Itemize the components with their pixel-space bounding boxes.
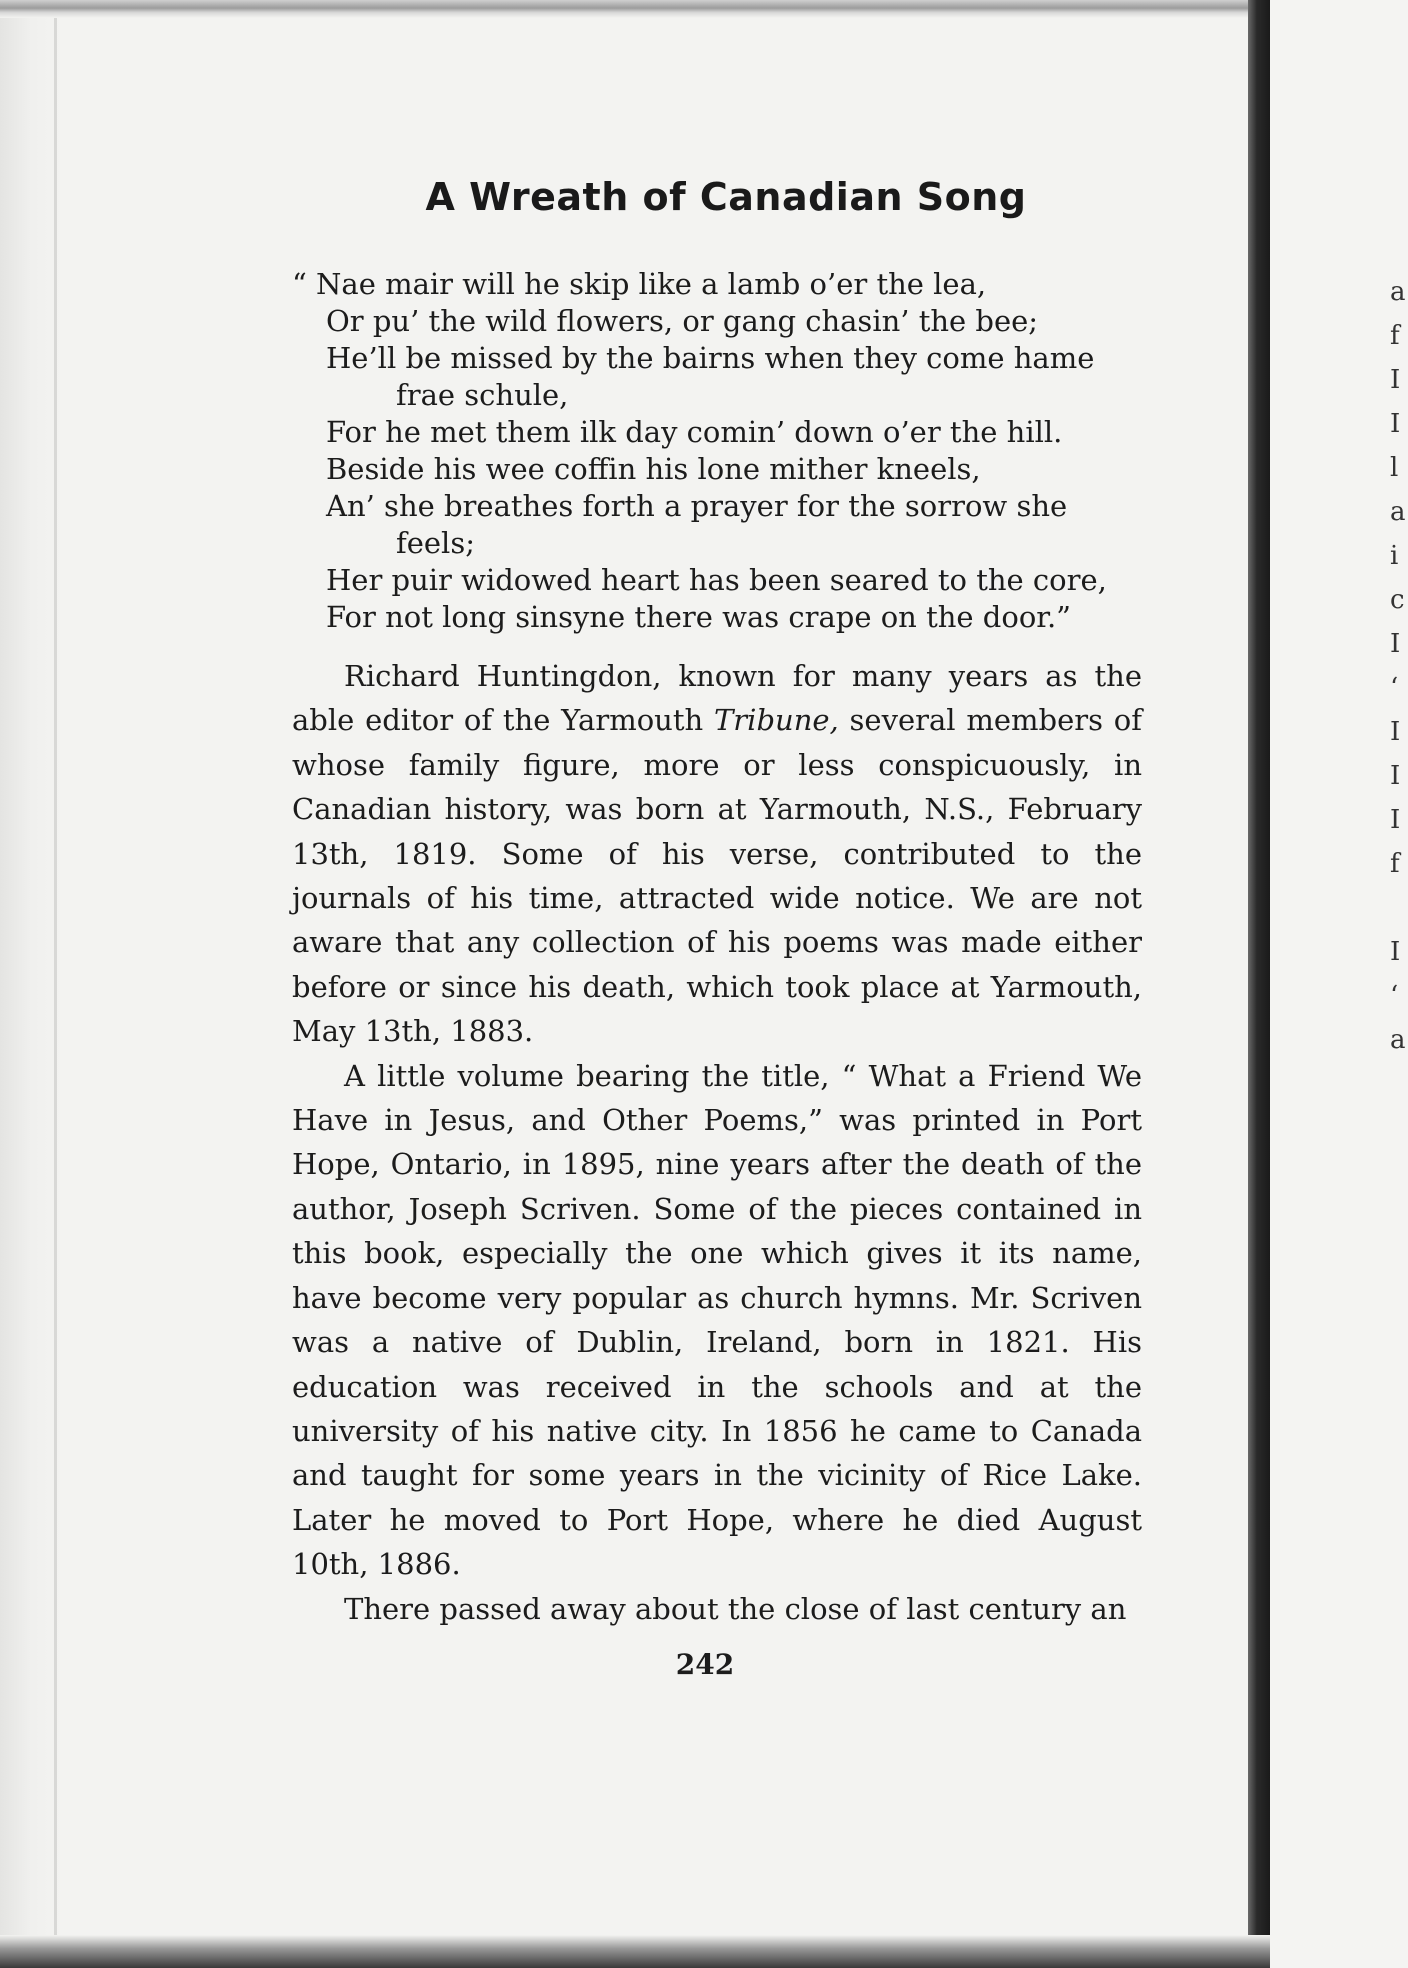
adjacent-page-letter: l: [1390, 453, 1399, 483]
adjacent-page-letter: f: [1390, 321, 1400, 351]
adjacent-page-letter: I: [1390, 717, 1401, 747]
book-gutter: [1248, 0, 1270, 1968]
adjacent-page-letter: ‘: [1390, 981, 1399, 1011]
running-title: A Wreath of Canadian Song: [425, 175, 1027, 219]
adjacent-page-letter: I: [1390, 409, 1401, 439]
adjacent-page-letters: [1390, 270, 1408, 1062]
adjacent-page-letter: a: [1390, 1025, 1406, 1055]
adjacent-page-letter: ‘: [1390, 673, 1399, 703]
poem-line: For not long sinsyne there was crape on the door.”: [326, 600, 1071, 634]
page-number: 242: [675, 1648, 735, 1681]
poem-line: Or pu’ the wild flowers, or gang chasin’ the bee;: [326, 304, 1039, 338]
adjacent-page-letter: c: [1390, 585, 1405, 615]
body-text: [292, 654, 1142, 1631]
adjacent-page-letter: I: [1390, 805, 1401, 835]
page-bottom-edge: [0, 1935, 1270, 1968]
poem-line: “ Nae mair will he skip like a lamb o’er the lea,: [292, 267, 987, 301]
adjacent-page-letter: I: [1390, 629, 1401, 659]
paragraph-text: several members of whose family figure, more or less conspicuously, in Canadian history, was born at Yarmouth, N.S., February 13th, 1819. Some of his verse, contributed to the journals of his time, attracted wide notice. We are not aware that any collection of his poems was made either before or since his death, which took place at Yarmouth, May 13th, 1883.: [292, 703, 1142, 1049]
poem-line: An’ she breathes forth a prayer for the sorrow she: [326, 489, 1068, 523]
poem-block: [292, 266, 1172, 636]
adjacent-page-letter: a: [1390, 277, 1406, 307]
adjacent-page-letter: [1390, 886, 1408, 930]
adjacent-page-letter: i: [1390, 541, 1399, 571]
adjacent-page: [1270, 0, 1408, 1968]
poem-line: For he met them ilk day comin’ down o’er the hill.: [326, 415, 1063, 449]
adjacent-page-letter: I: [1390, 365, 1401, 395]
paragraph-scriven: A little volume bearing the title, “ What a Friend We Have in Jesus, and Other Poems,” was printed in Port Hope, Ontario, in 1895, nine years after the death of the author, Joseph Scriven. Some of the pieces contained in this book, especially the one which gives it its name, have become very popular as church hymns. Mr. Scriven was a native of Dublin, Ireland, born in 1821. His education was received in the schools and at the university of his native city. In 1856 he came to Canada and taught for some years in the vicinity of Rice Lake. Later he moved to Port Hope, where he died August 10th, 1886.: [292, 1058, 1142, 1582]
paragraph-text: Richard Huntingdon, known for many years as the able editor of the Yarmouth: [292, 659, 1142, 738]
adjacent-page-letter: a: [1390, 497, 1406, 527]
poem-line-continuation: frae schule,: [396, 378, 569, 412]
poem-line: Her puir widowed heart has been seared to the core,: [326, 563, 1107, 597]
adjacent-page-letter: f: [1390, 849, 1400, 879]
paragraph-huntingdon: [292, 654, 1142, 1054]
adjacent-page-letter: I: [1390, 761, 1401, 791]
poem-line-continuation: feels;: [396, 526, 475, 560]
page-top-edge: [0, 0, 1250, 18]
poem-line: He’ll be missed by the bairns when they come hame: [326, 341, 1095, 375]
paragraph-closing: There passed away about the close of last century an: [344, 1591, 1127, 1626]
adjacent-page-letter: I: [1390, 937, 1401, 967]
poem-line: Beside his wee coffin his lone mither kneels,: [326, 452, 981, 486]
binding-line: [54, 0, 57, 1968]
page-left-margin: [0, 0, 62, 1968]
newspaper-title: Tribune,: [713, 703, 839, 738]
